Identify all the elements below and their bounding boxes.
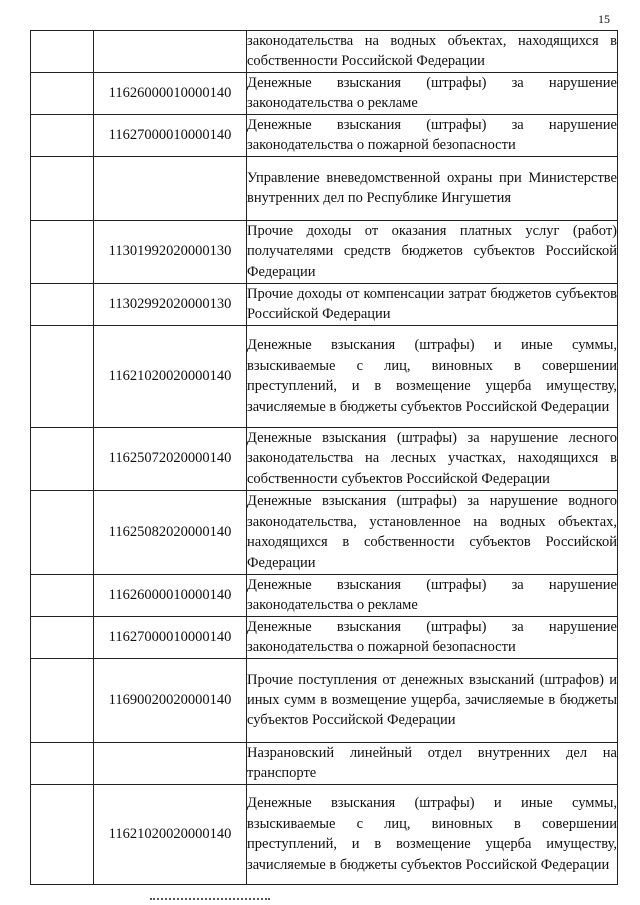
- scan-artifact: [150, 898, 270, 903]
- code-cell: 11627000010000140: [94, 616, 247, 658]
- description-cell: Назрановский линейный отдел внутренних дел на транспорте: [247, 742, 618, 784]
- description-cell: Денежные взыскания (штрафы) за нарушение законодательства о рекламе: [247, 72, 618, 114]
- description-cell: Денежные взыскания (штрафы) и иные суммы, взыскиваемые с лиц, виновных в совершении преступлений, и в возмещение ущерба имуществу, зачисляемые в бюджеты субъектов Российской Федерации: [247, 325, 618, 427]
- description-cell: Денежные взыскания (штрафы) за нарушение законодательства о пожарной безопасности: [247, 616, 618, 658]
- blank-cell: [31, 427, 94, 490]
- code-cell: 11626000010000140: [94, 574, 247, 616]
- blank-cell: [31, 156, 94, 220]
- page-number: 15: [598, 12, 610, 26]
- code-cell: 11625082020000140: [94, 490, 247, 574]
- description-cell: законодательства на водных объектах, находящихся в собственности Российской Федерации: [247, 31, 618, 73]
- table-row: [31, 574, 618, 616]
- table-row: [31, 31, 618, 73]
- blank-cell: [31, 490, 94, 574]
- blank-cell: [31, 325, 94, 427]
- code-cell: 11301992020000130: [94, 220, 247, 283]
- blank-cell: [31, 31, 94, 73]
- blank-cell: [31, 616, 94, 658]
- table-row: [31, 325, 618, 427]
- blank-cell: [31, 784, 94, 884]
- blank-cell: [31, 658, 94, 742]
- table-row: [31, 427, 618, 490]
- code-cell: 11302992020000130: [94, 283, 247, 325]
- code-cell: 11621020020000140: [94, 325, 247, 427]
- revenue-codes-table: [30, 30, 618, 885]
- table-row: [31, 156, 618, 220]
- description-cell: Прочие доходы от компенсации затрат бюджетов субъектов Российской Федерации: [247, 283, 618, 325]
- blank-cell: [31, 114, 94, 156]
- code-cell: 11621020020000140: [94, 784, 247, 884]
- table-row: [31, 72, 618, 114]
- table-row: [31, 784, 618, 884]
- code-cell: 11626000010000140: [94, 72, 247, 114]
- description-cell: Денежные взыскания (штрафы) за нарушение лесного законодательства на лесных участках, находящихся в собственности субъектов Российской Федерации: [247, 427, 618, 490]
- table-row: [31, 114, 618, 156]
- blank-cell: [31, 742, 94, 784]
- table-row: [31, 616, 618, 658]
- code-cell: 11627000010000140: [94, 114, 247, 156]
- description-cell: Денежные взыскания (штрафы) за нарушение законодательства о рекламе: [247, 574, 618, 616]
- description-cell: Прочие доходы от оказания платных услуг (работ) получателями средств бюджетов субъектов Российской Федерации: [247, 220, 618, 283]
- code-cell: [94, 156, 247, 220]
- blank-cell: [31, 220, 94, 283]
- description-cell: Денежные взыскания (штрафы) и иные суммы, взыскиваемые с лиц, виновных в совершении преступлений, и в возмещение ущерба имуществу, зачисляемые в бюджеты субъектов Российской Федерации: [247, 784, 618, 884]
- blank-cell: [31, 574, 94, 616]
- table-row: [31, 742, 618, 784]
- description-cell: Прочие поступления от денежных взысканий (штрафов) и иных сумм в возмещение ущерба, зачисляемые в бюджеты субъектов Российской Федерации: [247, 658, 618, 742]
- table-row: [31, 490, 618, 574]
- code-cell: 11690020020000140: [94, 658, 247, 742]
- description-cell: Денежные взыскания (штрафы) за нарушение водного законодательства, установленное на водных объектах, находящихся в собственности субъектов Российской Федерации: [247, 490, 618, 574]
- blank-cell: [31, 283, 94, 325]
- code-cell: [94, 31, 247, 73]
- blank-cell: [31, 72, 94, 114]
- description-cell: Денежные взыскания (штрафы) за нарушение законодательства о пожарной безопасности: [247, 114, 618, 156]
- table-row: [31, 283, 618, 325]
- code-cell: 11625072020000140: [94, 427, 247, 490]
- table-row: [31, 220, 618, 283]
- code-cell: [94, 742, 247, 784]
- description-cell: Управление вневедомственной охраны при Министерстве внутренних дел по Республике Ингушетия: [247, 156, 618, 220]
- table-row: [31, 658, 618, 742]
